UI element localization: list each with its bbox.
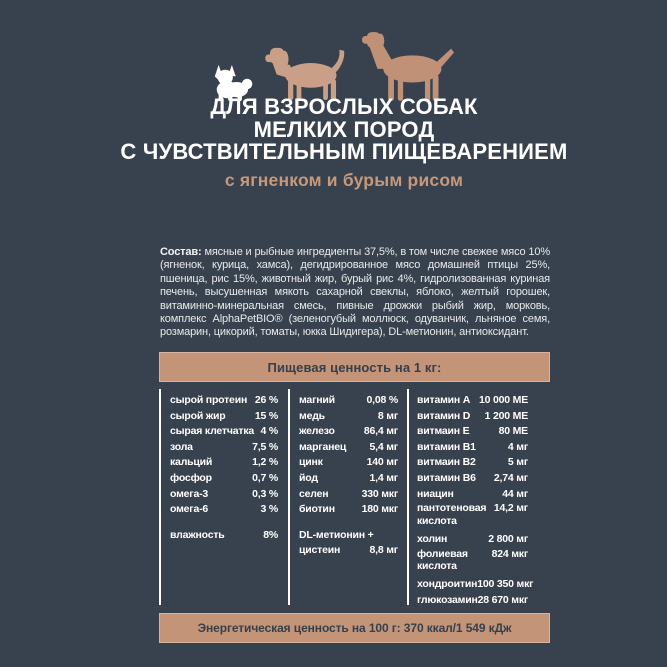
nutrient-row (417, 593, 528, 609)
nutrient-row (417, 424, 528, 440)
nutrient-value: 100 350 мкг (477, 578, 534, 591)
title-line-1: ДЛЯ ВЗРОСЛЫХ СОБАК (210, 94, 478, 119)
nutrient-label: фолиевая кислота (417, 547, 468, 572)
large-dog-icon (362, 32, 454, 102)
nutrient-value: 180 мкг (361, 503, 398, 516)
nutrient-label: пантотеновая кислота (417, 502, 487, 527)
nutrient-row (417, 487, 528, 503)
nutrient-row (417, 577, 534, 593)
nutrient-value: 4 мг (507, 440, 528, 453)
nutrient-value: 44 мг (502, 487, 528, 500)
product-title (21, 96, 667, 164)
nutrient-value: 2 800 мг (488, 532, 528, 545)
nutrient-value: 140 мг (366, 456, 398, 469)
nutrient-row (417, 409, 528, 425)
nutrient-row (299, 424, 398, 440)
nutrient-label: ниацин (417, 487, 454, 500)
nutrient-value: 824 мкг (491, 547, 528, 560)
nutrient-value: 1,4 мг (369, 471, 398, 484)
nutrient-value: 2,74 мг (493, 471, 528, 484)
nutrient-label: омега-6 (170, 503, 209, 516)
nutrition-title: Пищевая ценность на 1 кг: (267, 359, 442, 375)
nutrient-value: 8,8 мг (369, 544, 398, 557)
nutrient-value: 0,7 % (252, 471, 278, 484)
nutrient-label: глюкозамин (417, 593, 478, 606)
nutrient-value: 330 мкг (361, 487, 398, 500)
nutrient-label: витамин A (417, 394, 471, 406)
nutrient-row (170, 440, 278, 456)
nutrient-row (170, 471, 278, 487)
composition-label: Состав: (160, 246, 202, 258)
nutrient-value: 28 670 мкг (477, 593, 529, 606)
nutrient-value: 7,5 % (252, 440, 278, 453)
energy-text: Энергетическая ценность на 100 г: 370 ккал/1 549 кДж (197, 621, 512, 635)
nutrient-label: марганец (299, 440, 347, 453)
nutrient-row (170, 528, 278, 544)
nutrient-label: сырая клетчатка (170, 425, 255, 438)
nutrient-row (417, 393, 528, 409)
nutrient-value: 1,2 % (252, 456, 278, 469)
composition-text: мясные и рыбные ингредиенты 37,5%, в том числе свежее мясо 10% (ягненок, курица, хамса), дегидрированное мясо домашней птицы 25%, пшеница, рис 15%, животный жир, бурый рис 4%, гидролизованная куриная печень, высушенная мякоть сахарной свеклы, яблоко, желтый горошек, витаминно-минеральная смесь, пивные дрожжи рыбий жир, морковь, комплекс AlphaPetBIO® (зеленогубый моллюск, одуванчик, льняное семя, розмарин, цикорий, томаты, юкка Шидигера), DL-метионин, антиоксидант. (160, 246, 550, 339)
nutrition-column-3 (407, 389, 550, 605)
nutrient-row (299, 528, 398, 544)
nutrient-value: 10 000 МЕ (479, 394, 528, 406)
nutrient-row (170, 393, 278, 409)
nutrient-row (299, 487, 398, 503)
nutrient-row (299, 455, 398, 471)
nutrient-label: хондроитин (417, 578, 478, 591)
nutrient-label: селен (299, 487, 329, 500)
nutrition-table (159, 389, 550, 605)
title-line-3: С ЧУВСТВИТЕЛЬНЫМ ПИЩЕВАРЕНИЕМ (120, 139, 568, 164)
nutrient-label: холин (417, 532, 448, 545)
nutrient-row (170, 502, 278, 518)
nutrient-value: 15 % (254, 409, 278, 422)
energy-value-bar (159, 613, 550, 643)
nutrient-label: железо (299, 425, 335, 438)
nutrient-row (299, 409, 398, 425)
nutrient-value: 8% (263, 528, 278, 541)
flavor-subtitle: с ягненком и бурым рисом (224, 170, 464, 190)
nutrient-row (170, 487, 278, 503)
nutrient-value: 5,4 мг (369, 440, 398, 453)
nutrient-label: магний (299, 394, 335, 406)
nutrient-row (417, 455, 528, 471)
nutrient-row (170, 424, 278, 440)
nutrient-value: 4 % (260, 425, 278, 438)
nutrient-row (170, 409, 278, 425)
nutrient-row (170, 455, 278, 471)
nutrient-value: 86,4 мг (363, 425, 398, 438)
nutrient-label: витмаин E (417, 425, 470, 438)
nutrient-value: 26 % (254, 394, 278, 406)
nutrition-column-1 (159, 389, 288, 605)
nutrient-row (417, 532, 528, 548)
nutrient-label: витамин D (417, 409, 471, 422)
nutrient-value: 0,08 % (366, 394, 398, 406)
nutrient-label: сырой протеин (170, 394, 248, 406)
nutrient-value: 1 200 МЕ (484, 409, 528, 422)
nutrient-row (417, 440, 528, 456)
nutrient-row (417, 471, 528, 487)
nutrient-label: цинк (299, 456, 323, 469)
nutrient-row (417, 502, 528, 527)
nutrient-label: медь (299, 409, 325, 422)
nutrient-value: 0,3 % (252, 487, 278, 500)
nutrient-value: 14,2 мг (493, 502, 528, 515)
nutrient-label: витамин B1 (417, 440, 476, 453)
nutrient-label: витмаин B2 (417, 456, 476, 469)
nutrient-label: зола (170, 440, 193, 453)
nutrient-label: йод (299, 471, 318, 484)
nutrient-value: 8 мг (377, 409, 398, 422)
nutrient-row (299, 440, 398, 456)
nutrient-label: сырой жир (170, 409, 226, 422)
nutrition-header-bar (159, 352, 550, 382)
nutrient-label: кальций (170, 456, 213, 469)
nutrient-label: омега-3 (170, 487, 209, 500)
nutrient-label: влажность (170, 528, 225, 541)
nutrient-label: DL-метионин + (299, 528, 374, 541)
nutrient-label: биотин (299, 503, 335, 516)
nutrient-label: фосфор (170, 471, 212, 484)
nutrient-label: витамин B6 (417, 471, 476, 484)
nutrition-column-2 (288, 389, 407, 605)
nutrient-row (299, 393, 398, 409)
nutrient-row (299, 543, 398, 559)
nutrient-row (299, 471, 398, 487)
nutrient-row (417, 548, 528, 573)
composition-paragraph (160, 246, 550, 340)
nutrient-value: 3 % (260, 503, 278, 516)
nutrient-label: цистеин (299, 544, 341, 557)
nutrient-value: 5 мг (507, 456, 528, 469)
nutrient-value: 80 МЕ (498, 425, 528, 438)
title-line-2: МЕЛКИХ ПОРОД (253, 116, 435, 142)
nutrient-row (299, 502, 398, 518)
dog-silhouettes (0, 30, 660, 102)
